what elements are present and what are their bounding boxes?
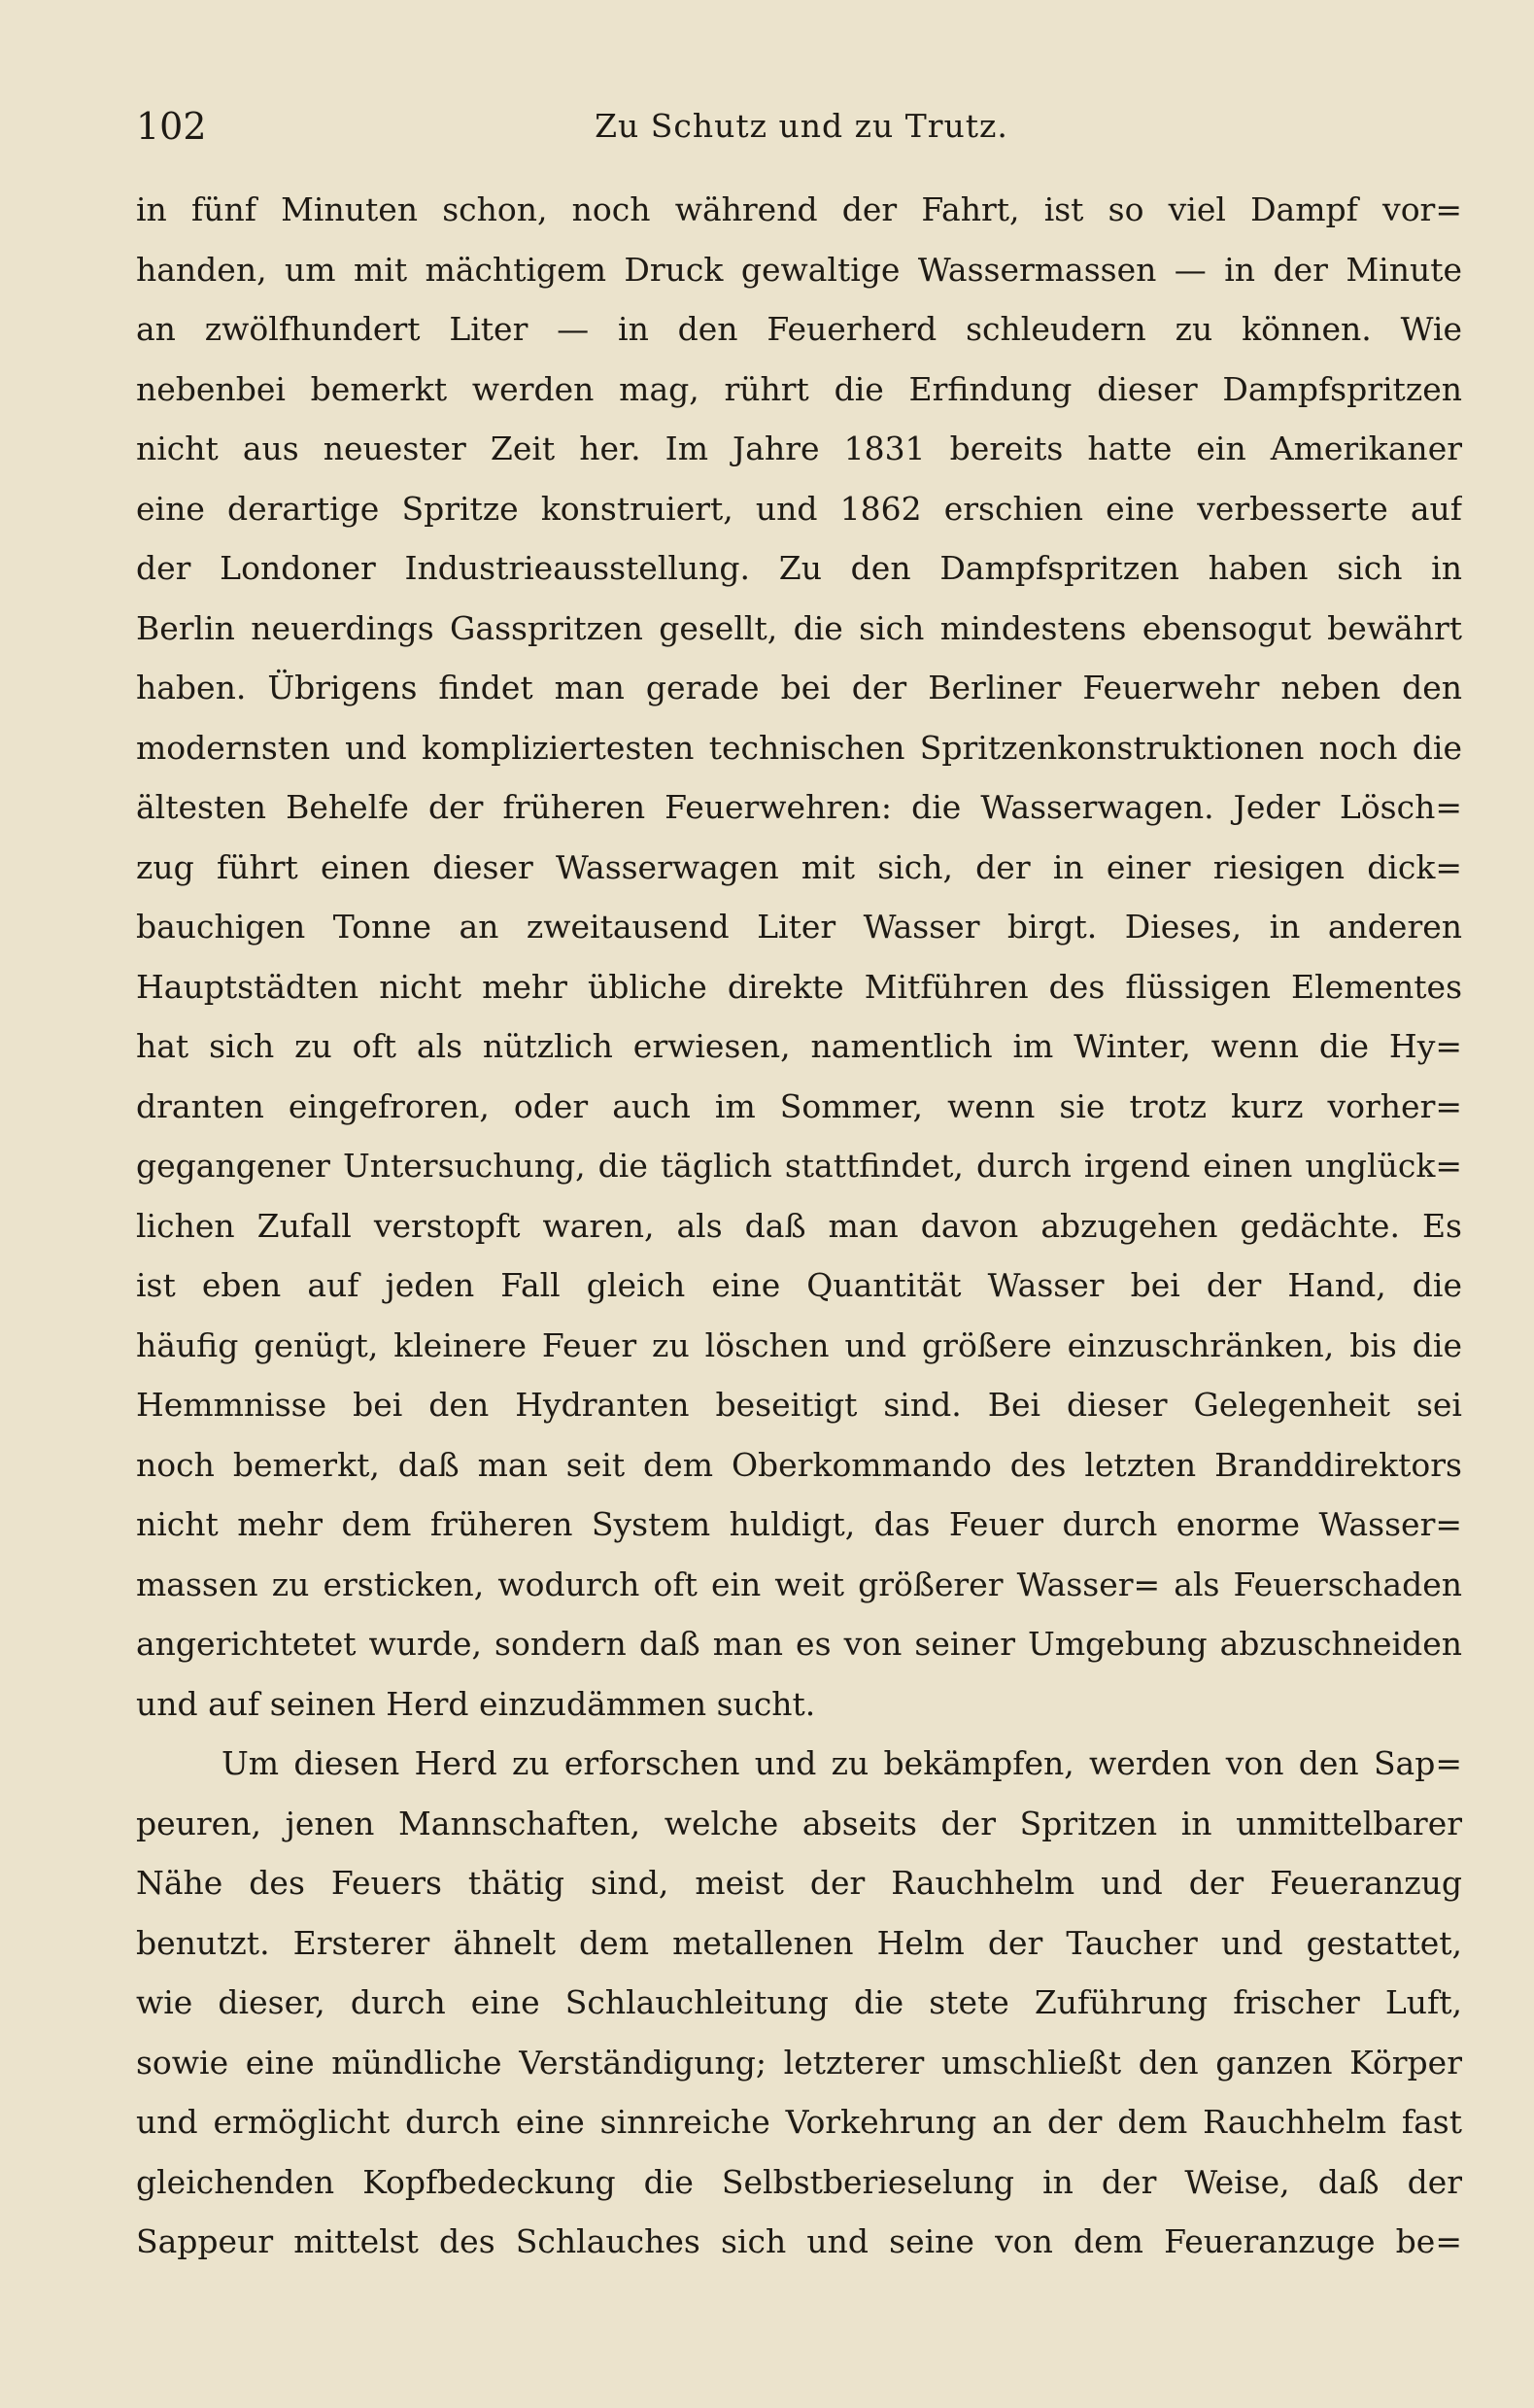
paragraph-end-line: und auf seinen Herd einzudämmen sucht. xyxy=(136,1684,816,1723)
text-line: zug führt einen dieser Wasserwagen mit sich, der in einer riesigen dick= xyxy=(136,847,1462,886)
text-line: nebenbei bemerkt werden mag, rührt die Erfindung dieser Dampfspritzen xyxy=(136,369,1462,408)
body-text xyxy=(136,180,1462,2272)
page-number: 102 xyxy=(136,105,207,148)
text-line: häufig genügt, kleinere Feuer zu löschen und größere einzuschränken, bis die xyxy=(136,1325,1462,1364)
text-line: Hemmnisse bei den Hydranten beseitigt sind. Bei dieser Gelegenheit sei xyxy=(136,1386,1462,1424)
text-line: Hauptstädten nicht mehr übliche direkte Mitführen des flüssigen Elementes xyxy=(136,967,1462,1006)
text-line: Nähe des Feuers thätig sind, meist der Rauchhelm und der Feueranzug xyxy=(136,1864,1462,1902)
text-line: nicht aus neuester Zeit her. Im Jahre 1831 bereits hatte ein Amerikaner xyxy=(136,430,1462,467)
paragraph-start-line: Um diesen Herd zu erforschen und zu bekämpfen, werden von den Sap= xyxy=(222,1744,1462,1782)
text-line: gleichenden Kopfbedeckung die Selbstberieselung in der Weise, daß der xyxy=(136,2162,1462,2201)
text-line: eine derartige Spritze konstruiert, und 1862 erschien eine verbesserte auf xyxy=(136,489,1462,528)
text-line: massen zu ersticken, wodurch oft ein weit größerer Wasser= als Feuerschaden xyxy=(136,1565,1462,1603)
text-line: ist eben auf jeden Fall gleich eine Quantität Wasser bei der Hand, die xyxy=(136,1266,1462,1304)
text-line: ältesten Behelfe der früheren Feuerwehren: die Wasserwagen. Jeder Lösch= xyxy=(136,788,1462,826)
running-title: Zu Schutz und zu Trutz. xyxy=(595,107,1008,145)
text-line: wie dieser, durch eine Schlauchleitung die stete Zuführung frischer Luft, xyxy=(136,1983,1462,2021)
text-line: angerichtetet wurde, sondern daß man es von seiner Umgebung abzuschneiden xyxy=(136,1625,1462,1663)
text-line: Berlin neuerdings Gasspritzen gesellt, die sich mindestens ebensogut bewährt xyxy=(136,608,1462,647)
text-line: peuren, jenen Mannschaften, welche abseits der Spritzen in unmittelbarer xyxy=(136,1804,1462,1842)
text-line: modernsten und kompliziertesten technischen Spritzenkonstruktionen noch die xyxy=(136,728,1462,767)
text-line: und ermöglicht durch eine sinnreiche Vorkehrung an der dem Rauchhelm fast xyxy=(136,2103,1462,2141)
text-line: haben. Übrigens findet man gerade bei der Berliner Feuerwehr neben den xyxy=(136,669,1462,706)
text-line: lichen Zufall verstopft waren, als daß man davon abzugehen gedächte. Es xyxy=(136,1206,1462,1245)
text-line: dranten eingefroren, oder auch im Sommer, wenn sie trotz kurz vorher= xyxy=(136,1086,1462,1125)
text-line: noch bemerkt, daß man seit dem Oberkommando des letzten Branddirektors xyxy=(136,1445,1462,1484)
text-line: bauchigen Tonne an zweitausend Liter Wasser birgt. Dieses, in anderen xyxy=(136,908,1462,946)
page-header xyxy=(136,97,1467,155)
text-line: gegangener Untersuchung, die täglich stattfindet, durch irgend einen unglück= xyxy=(136,1147,1462,1185)
text-line: sowie eine mündliche Verständigung; letzterer umschließt den ganzen Körper xyxy=(136,2043,1462,2081)
text-line: handen, um mit mächtigem Druck gewaltige Wassermassen — in der Minute xyxy=(136,250,1462,289)
text-line: der Londoner Industrieausstellung. Zu den Dampfspritzen haben sich in xyxy=(136,549,1462,587)
text-line: Sappeur mittelst des Schlauches sich und seine von dem Feueranzuge be= xyxy=(136,2222,1462,2260)
text-line: benutzt. Ersterer ähnelt dem metallenen Helm der Taucher und gestattet, xyxy=(136,1923,1462,1962)
text-line: in fünf Minuten schon, noch während der Fahrt, ist so viel Dampf vor= xyxy=(136,190,1462,228)
text-line: hat sich zu oft als nützlich erwiesen, namentlich im Winter, wenn die Hy= xyxy=(136,1027,1462,1065)
text-line: an zwölfhundert Liter — in den Feuerherd schleudern zu können. Wie xyxy=(136,310,1462,348)
text-line: nicht mehr dem früheren System huldigt, das Feuer durch enorme Wasser= xyxy=(136,1505,1462,1543)
